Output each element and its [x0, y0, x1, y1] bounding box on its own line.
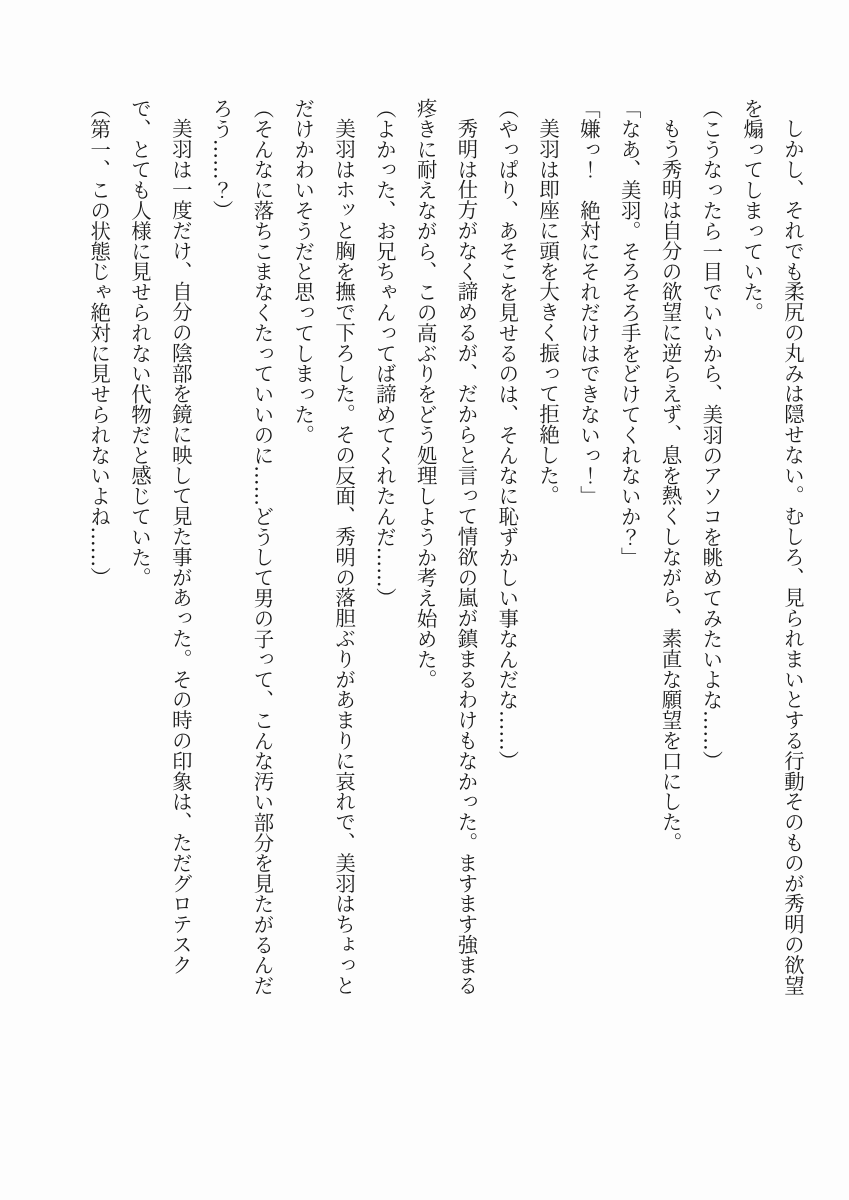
paragraph: 「嫌っ！ 絶対にそれだけはできないっ！」 — [576, 98, 601, 506]
paragraph: 「なあ、美羽。そろそろ手をどけてくれないか？」 — [617, 98, 642, 568]
paragraph: （そんなに落ちこまなくたっていいのに……どうして男の子って、こんな汚い部分を見たがるんだろう……？） — [209, 98, 275, 996]
paragraph: （よかった、お兄ちゃんってば諦めてくれたんだ……） — [372, 98, 397, 608]
paragraph: 美羽はホッと胸を撫で下ろした。その反面、秀明の落胆ぶりがあまりに哀れで、美羽はちょっとだけかわいそうだと思ってしまった。 — [291, 98, 357, 996]
paragraph: （やっぱり、あそこを見せるのは、そんなに恥ずかしい事なんだな……） — [495, 98, 520, 772]
paragraph: 美羽は一度だけ、自分の陰部を鏡に映して見た事があった。その時の印象は、ただグロテスクで、とても人様に見せられない代物だと感じていた。 — [128, 98, 193, 976]
paragraph: 秀明は仕方がなく諦めるが、だからと言って情欲の嵐が鎮まるわけもなかった。ますます強まる疼きに耐えながら、この高ぶりをどう処理しようか考え始めた。 — [413, 98, 479, 996]
paragraph: （こうなったら一目でいいから、美羽のアソコを眺めてみたいよな……） — [699, 98, 724, 772]
paragraph: （第一、この状態じゃ絶対に見せられないよね……） — [87, 98, 112, 588]
paragraph: しかし、それでも柔尻の丸みは隠せない。むしろ、見られまいとする行動そのものが秀明の欲望を煽ってしまっていた。 — [740, 98, 805, 996]
novel-text-block — [78, 98, 813, 996]
paragraph: もう秀明は自分の欲望に逆らえず、息を熱くしながら、素直な願望を口にした。 — [658, 118, 683, 853]
paragraph: 美羽は即座に頭を大きく振って拒絶した。 — [536, 118, 561, 506]
